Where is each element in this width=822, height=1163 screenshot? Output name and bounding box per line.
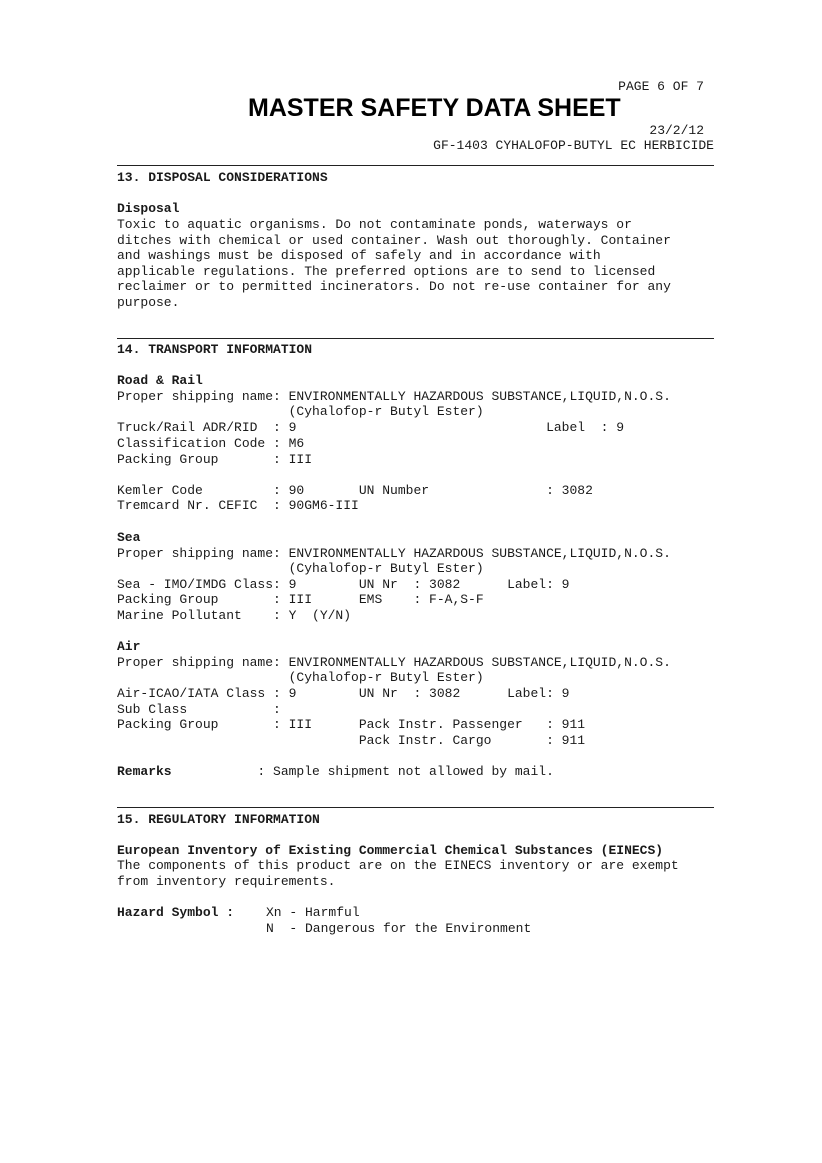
remarks-row xyxy=(117,764,554,780)
air-line: Packing Group : III Pack Instr. Passenger : 911 xyxy=(117,717,586,732)
remarks-label: Remarks xyxy=(117,764,172,779)
sea-line: Proper shipping name: ENVIRONMENTALLY HAZARDOUS SUBSTANCE,LIQUID,N.O.S. xyxy=(117,546,671,561)
section-divider xyxy=(117,165,714,166)
air-line: (Cyhalofop-r Butyl Ester) xyxy=(117,670,484,685)
road-rail-label: Road & Rail xyxy=(117,373,203,388)
product-name: GF-1403 CYHALOFOP-BUTYL EC HERBICIDE xyxy=(433,138,714,153)
sea-line: (Cyhalofop-r Butyl Ester) xyxy=(117,561,484,576)
section-14-heading: 14. TRANSPORT INFORMATION xyxy=(117,342,313,357)
road-line: Proper shipping name: ENVIRONMENTALLY HAZARDOUS SUBSTANCE,LIQUID,N.O.S. xyxy=(117,389,671,404)
disposal-line: Toxic to aquatic organisms. Do not contaminate ponds, waterways or xyxy=(117,217,632,232)
sea-line: Packing Group : III EMS : F-A,S-F xyxy=(117,592,484,607)
air-line: Air-ICAO/IATA Class : 9 UN Nr : 3082 Label: 9 xyxy=(117,686,570,701)
section-divider xyxy=(117,807,714,808)
air-line: Sub Class : xyxy=(117,702,281,717)
road-line: Classification Code : M6 xyxy=(117,436,305,451)
remarks-text: : Sample shipment not allowed by mail. xyxy=(171,764,554,779)
road-line: (Cyhalofop-r Butyl Ester) xyxy=(117,404,484,419)
air-line: Pack Instr. Cargo : 911 xyxy=(117,733,586,748)
einecs-line: from inventory requirements. xyxy=(117,874,336,889)
disposal-line: applicable regulations. The preferred options are to send to licensed xyxy=(117,264,656,279)
disposal-line: purpose. xyxy=(117,295,180,310)
sea-line: Sea - IMO/IMDG Class: 9 UN Nr : 3082 Label: 9 xyxy=(117,577,570,592)
road-line: Packing Group : III xyxy=(117,452,313,467)
hazard-symbol-line: Xn - Harmful xyxy=(266,905,360,920)
section-divider xyxy=(117,338,714,339)
document-title: MASTER SAFETY DATA SHEET xyxy=(248,94,621,122)
disposal-line: and washings must be disposed of safely and in accordance with xyxy=(117,248,601,263)
hazard-symbol-label: Hazard Symbol : xyxy=(117,905,235,920)
road-line: Truck/Rail ADR/RID : 9 Label : 9 xyxy=(117,420,625,435)
section-13-heading: 13. DISPOSAL CONSIDERATIONS xyxy=(117,170,328,185)
air-label: Air xyxy=(117,639,141,654)
section-15-heading: 15. REGULATORY INFORMATION xyxy=(117,812,320,827)
disposal-line: reclaimer or to permitted incinerators. Do not re-use container for any xyxy=(117,279,671,294)
disposal-label: Disposal xyxy=(117,201,180,216)
disposal-line: ditches with chemical or used container. Wash out thoroughly. Container xyxy=(117,233,671,248)
document-date: 23/2/12 xyxy=(649,123,704,138)
einecs-label: European Inventory of Existing Commercial Chemical Substances (EINECS) xyxy=(117,843,664,858)
road-line: Tremcard Nr. CEFIC : 90GM6-III xyxy=(117,498,359,513)
sea-label: Sea xyxy=(117,530,141,545)
page-number: PAGE 6 OF 7 xyxy=(618,79,704,94)
air-line: Proper shipping name: ENVIRONMENTALLY HAZARDOUS SUBSTANCE,LIQUID,N.O.S. xyxy=(117,655,671,670)
road-line: Kemler Code : 90 UN Number : 3082 xyxy=(117,483,593,498)
einecs-line: The components of this product are on the EINECS inventory or are exempt xyxy=(117,858,679,873)
sea-line: Marine Pollutant : Y (Y/N) xyxy=(117,608,352,623)
hazard-symbol-line: N - Dangerous for the Environment xyxy=(266,921,532,936)
